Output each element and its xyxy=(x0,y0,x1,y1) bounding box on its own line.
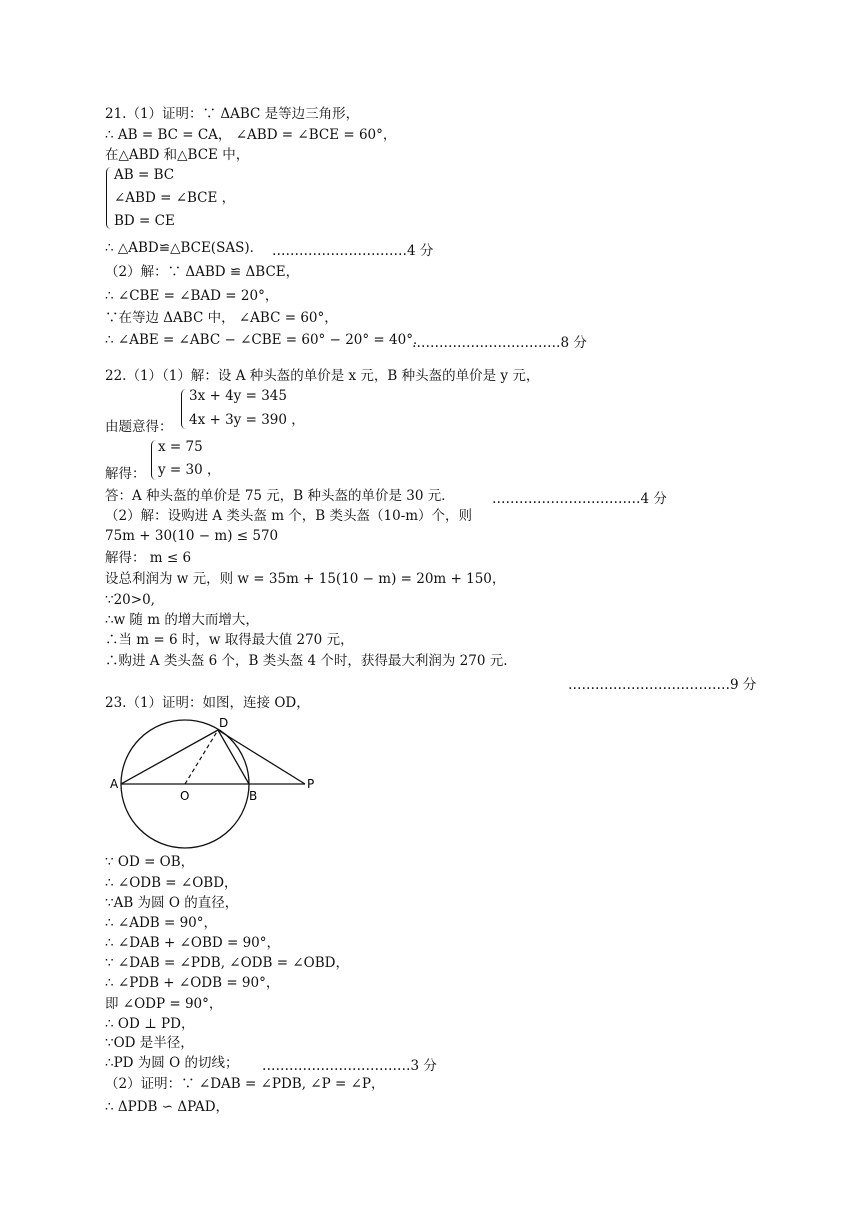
system-brace xyxy=(181,389,186,429)
q23-line-4: ∵AB 为圆 O 的直径， xyxy=(105,895,239,911)
q21-score-4: …………………………4 分 xyxy=(272,243,434,259)
segment-db xyxy=(218,730,249,784)
q23-line-3: ∴ ∠ODB = ∠OBD， xyxy=(105,875,238,891)
q22-score-4: ……………………………4 分 xyxy=(492,491,667,507)
q21-line-4: ∴ △ABD≌△BCE(SAS)． xyxy=(105,240,264,256)
q22-line-5: （2）解：设购进 A 类头盔 m 个，B 类头盔（10-m）个，则 xyxy=(105,508,473,524)
q21-line-8: ∴ ∠ABE = ∠ABC − ∠CBE = 60° − 20° = 40°． xyxy=(105,332,427,348)
segment-od-dashed xyxy=(185,730,218,784)
q22-line-12: ∴购进 A 类头盔 6 个，B 类头盔 4 个时，获得最大利润为 270 元. xyxy=(105,653,508,669)
q22-line-7: 解得： m ≤ 6 xyxy=(105,550,192,566)
q21-line-6: ∴ ∠CBE = ∠BAD = 20°， xyxy=(105,288,279,304)
q22-line-1: 22.（1）（1）解：设 A 种头盔的单价是 x 元，B 种头盔的单价是 y 元， xyxy=(105,368,540,384)
label-a: A xyxy=(110,777,119,791)
label-o: O xyxy=(180,789,190,803)
q21-line-7: ∵在等边 ΔABC 中， ∠ABC = 60°， xyxy=(105,310,338,326)
label-d: D xyxy=(219,716,229,730)
q23-line-5: ∴ ∠ADB = 90°， xyxy=(105,915,218,931)
q22-system2-row-1: x = 75 xyxy=(158,439,203,455)
q23-line-2: ∵ OD = OB， xyxy=(105,854,195,870)
q22-line-8: 设总利润为 w 元，则 w = 35m + 15(10 − m) = 20m + 150， xyxy=(105,571,506,587)
q21-system-row-3: BD = CE xyxy=(114,213,175,229)
q21-system-row-2: ∠ABD = ∠BCE ， xyxy=(114,190,236,206)
q21-line-2: ∴ AB = BC = CA， ∠ABD = ∠BCE = 60°， xyxy=(105,127,397,143)
q22-system1-row-2: 4x + 3y = 390 ， xyxy=(189,412,305,428)
q23-line-6: ∴ ∠DAB + ∠OBD = 90°， xyxy=(105,935,281,951)
q21-score-8: ……………………………8 分 xyxy=(412,335,587,351)
label-p: P xyxy=(307,777,315,791)
q22-system2-row-2: y = 30 ， xyxy=(158,462,221,478)
segment-ad xyxy=(121,730,218,784)
q23-line-9: 即 ∠ODP = 90°， xyxy=(105,996,223,1012)
q22-line-10: ∴w 随 m 的增大而增大， xyxy=(105,612,259,628)
system-brace xyxy=(151,440,156,480)
q23-line-1: 23.（1）证明：如图，连接 OD， xyxy=(105,695,310,711)
q22-system1-row-1: 3x + 4y = 345 xyxy=(189,388,287,404)
q23-line-12: ∴PD 为圆 O 的切线； xyxy=(105,1055,239,1071)
segment-dp xyxy=(218,730,305,784)
system-brace xyxy=(106,167,111,229)
q22-line-2: 由题意得： xyxy=(105,419,173,435)
q23-line-11: ∵OD 是半径， xyxy=(105,1035,194,1051)
q23-line-14: ∴ ΔPDB ∽ ΔPAD， xyxy=(105,1099,230,1115)
q22-line-11: ∴当 m = 6 时，w 取得最大值 270 元， xyxy=(105,632,354,648)
q22-score-9: ………………………………9 分 xyxy=(568,677,757,693)
q23-score-3: ……………………………3 分 xyxy=(262,1058,437,1074)
q23-line-7: ∵ ∠DAB = ∠PDB, ∠ODB = ∠OBD， xyxy=(105,955,349,971)
label-b: B xyxy=(249,789,258,803)
q22-line-6: 75m + 30(10 − m) ≤ 570 xyxy=(105,528,279,544)
q22-line-3: 解得： xyxy=(105,466,146,482)
q21-line-1: 21.（1）证明：∵ ΔABC 是等边三角形， xyxy=(105,106,360,122)
q21-line-3: 在△ABD 和△BCE 中， xyxy=(105,147,250,163)
q23-line-10: ∴ OD ⊥ PD， xyxy=(105,1016,195,1032)
q23-line-8: ∴ ∠PDB + ∠ODB = 90°， xyxy=(105,975,280,991)
geometry-figure xyxy=(100,712,330,852)
q23-line-13: （2）证明：∵ ∠DAB = ∠PDB, ∠P = ∠P， xyxy=(105,1076,385,1092)
q21-system-row-1: AB = BC xyxy=(114,167,175,183)
q22-line-4: 答：A 种头盔的单价是 75 元，B 种头盔的单价是 30 元． xyxy=(105,488,455,504)
q22-line-9: ∵20>0, xyxy=(105,592,155,608)
q21-line-5: （2）解：∵ ΔABD ≌ ΔBCE， xyxy=(105,264,300,280)
